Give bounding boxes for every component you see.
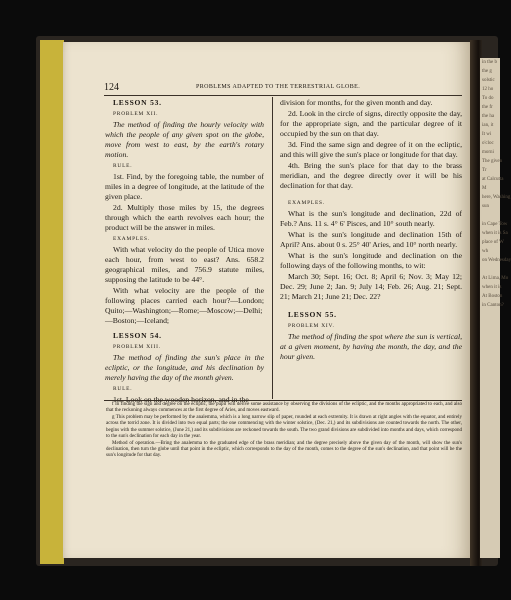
left-column (105, 98, 264, 406)
footnote-rule (104, 400, 462, 401)
facing-page-line: place of W (482, 240, 504, 245)
example-4: What is the sun's longitude and declination 15th of April? Ans. about 0 s. 25° 40' Aries, and 10° north nearly. (280, 230, 462, 249)
facing-page-line: 12 ho (482, 87, 494, 92)
facing-page-line: The given (482, 159, 503, 164)
facing-page-line: when it is Sa (482, 231, 508, 236)
rule-heading-2: RULE. (113, 386, 133, 392)
facing-page-fragment (480, 58, 511, 558)
right-column (280, 98, 462, 363)
facing-page-line: in Canton? (482, 303, 504, 308)
lesson-55-intro: The method of finding the spot where the sun is vertical, at a given moment, by having the month, the day, and the hour given. (280, 332, 462, 361)
rule-step-2b: 2d. Look in the circle of signs, directly opposite the day, for the appropriate sign, and the particular degree of it occupied by the sun on that day. (280, 109, 462, 138)
example-2: With what velocity are the people of the following places carried each hour?—London; Quito;—Washington;—Rome;—Moscow;—Delhi;—Boston;—Iceland; (105, 286, 264, 325)
facing-page-line: here, Washing (482, 195, 511, 200)
rule-step-4: 4th. Bring the sun's place for that day to the brass meridian, and the degree directly over it will be his declination for that day. (280, 161, 462, 190)
facing-page-line: the fr (482, 105, 493, 110)
facing-page-line: in Cape Tow (482, 222, 508, 227)
gilt-page-edge (40, 40, 64, 564)
rule-step-1: 1st. Find, by the foregoing table, the number of miles in a degree of longitude, at the latitude of the given place. (105, 172, 264, 201)
example-3: What is the sun's longitude and declination, 22d of Feb.? Ans. 11 s. 4° 6' Pisces, and 10° south nearly. (280, 209, 462, 228)
facing-page-line: o'cloc (482, 141, 494, 146)
rule-step-1-continued: division for months, for the given month and day. (280, 98, 433, 107)
facing-page-line: Tr (482, 168, 487, 173)
facing-page-line: To do (482, 96, 494, 101)
facing-page-line (480, 265, 500, 274)
facing-page-line: At Lima, Mo (482, 276, 509, 281)
facing-page-line: morni (482, 150, 494, 155)
lesson-53-intro: The method of finding the hourly velocity with which the people of any given spot on the globe, move from west to east, by the earth's rotary motion. (105, 120, 264, 159)
facing-page-line: the ha (482, 114, 495, 119)
problem-13-heading: PROBLEM XIII. (113, 344, 161, 350)
facing-page-line: solstic (482, 78, 495, 83)
examples-heading-2: EXAMPLES. (288, 200, 326, 206)
facing-page-line (480, 211, 500, 220)
lesson-55-heading: LESSON 55. (288, 310, 337, 319)
page-number: 124 (104, 82, 119, 93)
problem-12-heading: PROBLEM XII. (113, 111, 159, 117)
example-1: With what velocity do the people of Utica move each hour, from west to east? Ans. 658.2 geographical miles, and 756.9 statute miles, supposing the latitude to be 44°. (105, 245, 264, 284)
facing-page-line: in the b (482, 60, 497, 65)
facing-page-line: sun (482, 204, 489, 209)
facing-page-line: At Boston (482, 294, 503, 299)
footnotes (106, 402, 462, 460)
facing-page-line: wh (482, 249, 489, 254)
footnote-f: f In finding the sign and degree on the ecliptic, the pupil will derive some assistance by observing the divisions of the ecliptic, and the months appropriated to each, and also that the reckoning always commences at the first degree of Aries, and moves eastward. (106, 402, 462, 414)
example-6: March 30; Sept. 16; Oct. 8; April 6; Nov. 3; May 12; Dec. 29; June 2; Jan. 9; July 14; Feb. 26; Aug. 21; Sept. 21; March 21; June 21; Dec. 22? (280, 272, 462, 301)
rule-step-2: 2d. Multiply those miles by 15, the degrees through which the earth revolves each hour; the product will be the answer in miles. (105, 203, 264, 232)
examples-heading: EXAMPLES. (113, 236, 151, 242)
lesson-53-heading: LESSON 53. (113, 98, 162, 107)
facing-page-line: It wi (482, 132, 492, 137)
footnote-method: Method of operation.—Bring the analemma to the graduated edge of the brass meridian; and the degree precisely above the given day of the month, will show the sun's declination, then turn the globe until that point in the ecliptic, which corresponds to the day of the month, comes to the degree of the sun's declination, and that point will be the sun's longitude for that day. (106, 440, 462, 459)
facing-page-line: ian, it (482, 123, 494, 128)
header-rule (104, 95, 462, 96)
running-title: PROBLEMS ADAPTED TO THE TERRESTRIAL GLOBE. (196, 84, 361, 90)
problem-14-heading: PROBLEM XIV. (288, 323, 335, 329)
lesson-54-heading: LESSON 54. (113, 331, 162, 340)
example-5: What is the sun's longitude and declination on the following days of the following months, to wit: (280, 251, 462, 270)
column-divider (272, 97, 273, 399)
rule-step-1b: 1st. Look on the wooden horizon, and in the (113, 395, 249, 404)
facing-page-line: on Wednesday (482, 258, 511, 263)
facing-page-line: when it is (482, 285, 502, 290)
footnote-g: g This problem may be performed by the analemma, which is a long narrow slip of paper, rounded at each extremity. It is drawn at right angles with the equator, and entirely across the torrid zone. It is divided into two equal parts; the one commencing with the winter solstice, (Dec. 21,) and its subdivisions are counted towards the north. The other, begins with the summer solstice, (June 21,) and its subdivisions are reckoned towards the south. The two grand divisions are subdivided into months and days, which correspond to the sun's declination for each day in the year. (106, 415, 462, 439)
rule-step-3: 3d. Find the same sign and degree of it on the ecliptic, and this will give the sun's place or longitude for that day. (280, 140, 462, 159)
lesson-54-intro: The method of finding the sun's place in the ecliptic, or the longitude, and his declination by merely having the day of the month given. (105, 353, 264, 382)
facing-page-line: the g (482, 69, 492, 74)
facing-page-line: M (482, 186, 487, 191)
rule-heading: RULE. (113, 163, 133, 169)
facing-page-line: at Calcutta (482, 177, 504, 182)
